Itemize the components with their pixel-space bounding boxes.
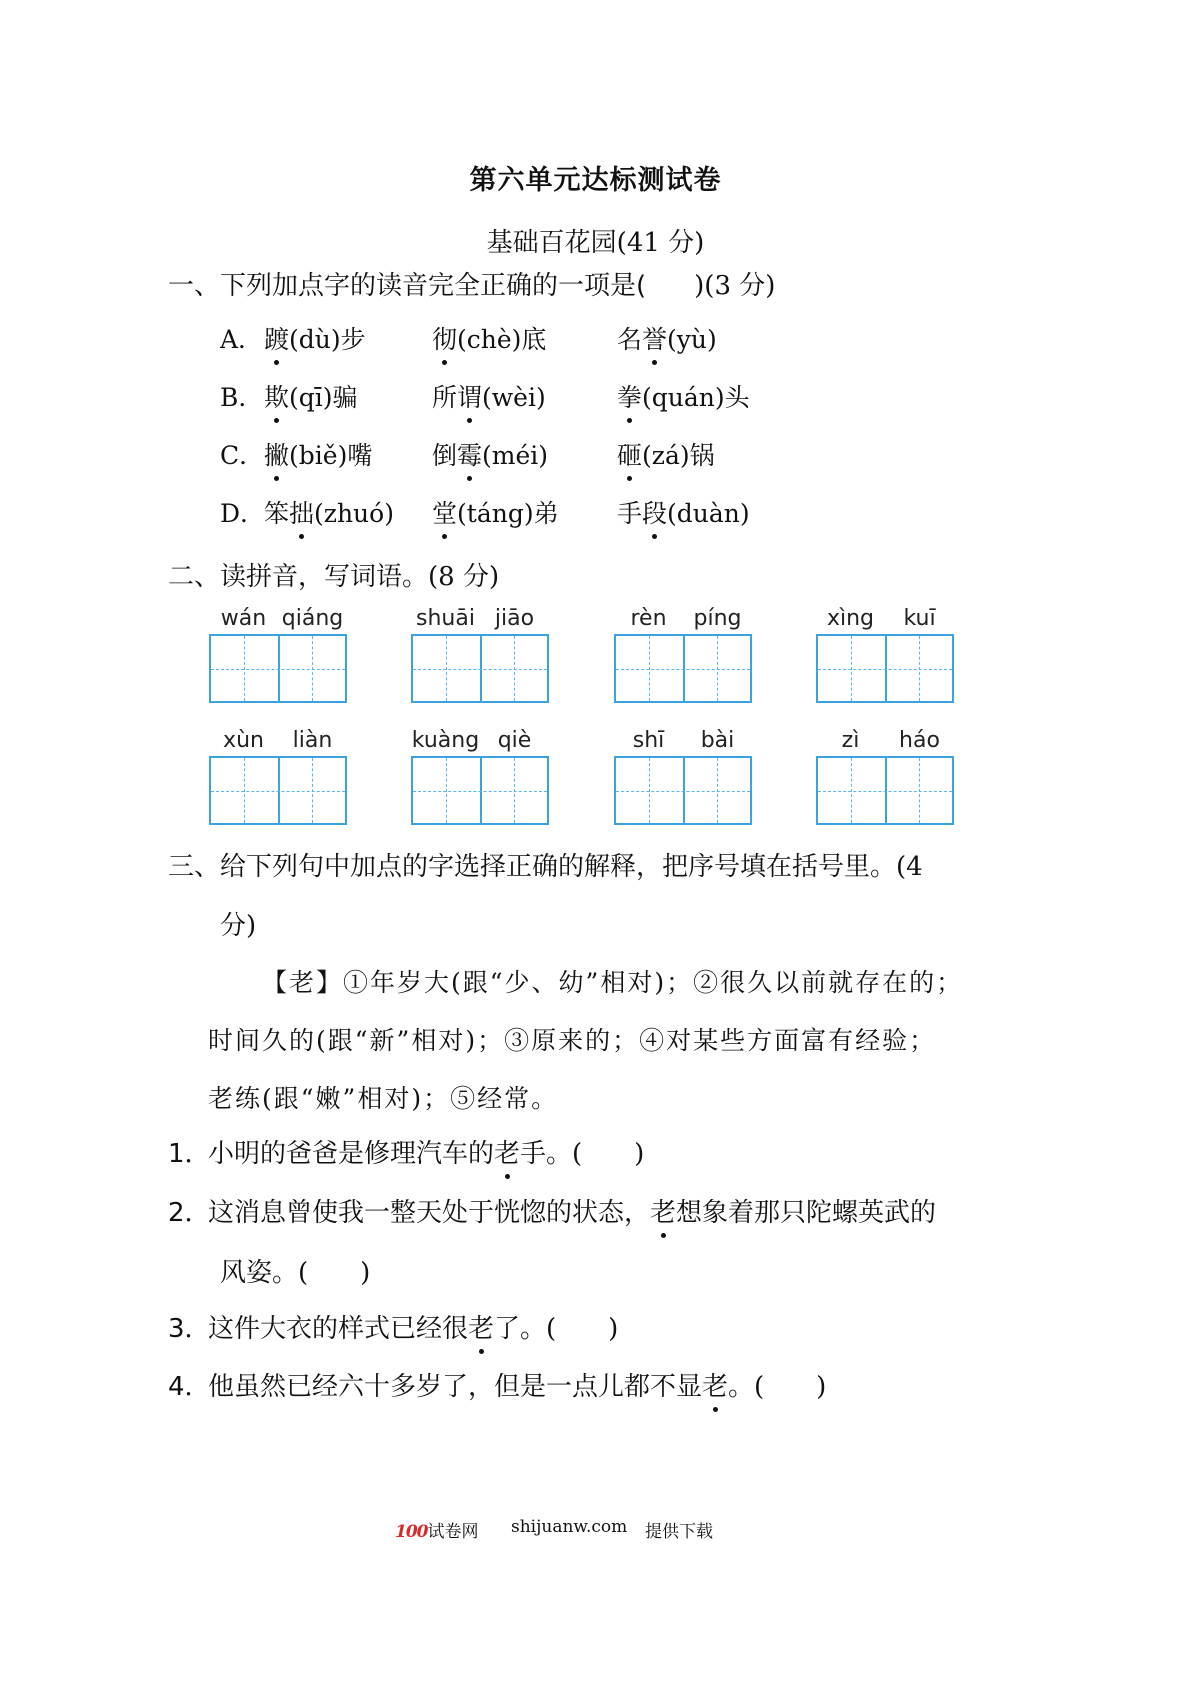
question-1-score: )(3 分) [694,271,776,301]
pinyin-and-suffix: (qī)骗 [289,383,358,412]
pinyin-syllable-2: píng [693,606,742,631]
grid-guide-horizontal [211,791,345,792]
grid-guide-horizontal [413,669,547,670]
pinyin-and-suffix: (yù) [667,325,717,354]
writing-grid-box[interactable] [209,634,347,703]
definition-line-2: 时间久的(跟“新”相对)；③原来的；④对某些方面富有经验； [208,1026,937,1055]
dotted-character: 撇 [264,436,289,472]
grid-guide-horizontal [616,791,750,792]
page-title: 第六单元达标测试卷 [469,165,722,196]
option-word [264,436,372,472]
pinyin-syllable-1: wán [220,606,267,631]
sentence-continuation[interactable]: 风姿。( ) [220,1258,371,1288]
word-prefix: 倒 [432,441,458,470]
pinyin-and-suffix: (dù)步 [289,325,366,354]
footer-url[interactable]: shijuanw.com [511,1517,628,1537]
writing-grid-box[interactable] [614,634,752,703]
pinyin-and-suffix: (wèi) [482,383,546,412]
definition-line-1: 【老】①年岁大(跟“少、幼”相对)；②很久以前就存在的； [262,968,964,997]
option-word [617,494,750,530]
writing-grid-box[interactable] [411,634,549,703]
sentence-item [208,1308,618,1345]
sentence-item [208,1192,936,1229]
dotted-character: 彻 [432,320,457,356]
pinyin-and-suffix: (méi) [482,441,549,470]
pinyin-syllable-1: xùn [223,728,264,753]
pinyin-and-suffix: (duàn) [667,499,750,528]
footer-note: 提供下载 [645,1522,713,1542]
pinyin-syllable-1: zì [841,728,860,753]
dotted-character: 欺 [264,378,289,414]
option-word [432,320,546,356]
dotted-character: 砸 [617,436,642,472]
item-number: 3． [168,1314,211,1344]
option-word [617,436,715,472]
footer-site-name: 试卷网 [427,1522,479,1542]
pinyin-syllable-1: kuàng [411,728,480,753]
dotted-character: 拙 [289,494,314,530]
logo-100: 100 [395,1522,428,1542]
pinyin-and-suffix: (quán)头 [642,383,750,412]
pinyin-syllable-2: qiè [497,728,532,753]
word-prefix: 手 [617,499,643,528]
pinyin-syllable-2: bài [700,728,735,753]
grid-guide-horizontal [818,791,952,792]
grid-guide-horizontal [616,669,750,670]
question-3-stem-cont [220,905,256,942]
item-number: 2． [168,1198,211,1228]
sentence-item [208,1366,826,1403]
word-prefix: 笨 [264,499,290,528]
dotted-character: 老 [468,1308,494,1345]
question-1-text: 一、下列加点字的读音完全正确的一项是( [168,271,647,301]
option-word [432,494,559,530]
option-word [264,320,366,356]
question-1-stem [168,265,775,302]
option-word [432,378,546,414]
option-word [264,494,394,530]
writing-grid-box[interactable] [816,634,954,703]
pinyin-and-suffix: (biě)嘴 [289,441,373,470]
pinyin-syllable-1: rèn [630,606,667,631]
pinyin-syllable-2: liàn [292,728,333,753]
question-3-score: 分) [220,911,257,941]
definition-line-3: 老练(跟“嫩”相对)；⑤经常。 [208,1084,559,1113]
dotted-character: 踱 [264,320,289,356]
option-word [432,436,548,472]
grid-guide-horizontal [413,791,547,792]
pinyin-and-suffix: (zhuó) [314,499,394,528]
word-prefix: 所 [432,383,458,412]
dotted-character: 霉 [457,436,482,472]
option-word [617,378,750,414]
pinyin-syllable-1: xìng [826,606,875,631]
question-2-stem [168,556,499,593]
dotted-character: 老 [702,1366,728,1403]
footer-logo [395,1517,479,1542]
sentence-item [208,1133,644,1170]
option-word [617,320,717,356]
section-subtitle: 基础百花园(41 分) [486,228,705,258]
pinyin-syllable-2: qiáng [281,606,344,631]
pinyin-and-suffix: (zá)锅 [642,441,715,470]
pinyin-syllable-2: kuī [903,606,936,631]
pinyin-and-suffix: (chè)底 [457,325,547,354]
sentence-suffix[interactable]: 想象着那只陀螺英武的 [676,1198,937,1228]
writing-grid-box[interactable] [209,756,347,825]
sentence-prefix: 他虽然已经六十多岁了，但是一点儿都不显 [208,1372,703,1402]
writing-grid-box[interactable] [411,756,549,825]
dotted-character: 拳 [617,378,642,414]
dotted-character: 堂 [432,494,457,530]
option-label[interactable]: D． [220,499,266,528]
option-label[interactable]: C． [220,441,265,470]
option-label[interactable]: A． [220,325,264,354]
item-number: 4． [168,1372,211,1402]
pinyin-and-suffix: (táng)弟 [457,499,559,528]
question-2-text: 二、读拼音，写词语。(8 分) [168,562,500,592]
sentence-suffix[interactable]: 。( ) [728,1372,827,1402]
writing-grid-box[interactable] [816,756,954,825]
option-word [264,378,358,414]
option-label[interactable]: B． [220,383,264,412]
pinyin-syllable-1: shī [632,728,665,753]
sentence-suffix[interactable]: 手。( ) [520,1139,645,1169]
sentence-suffix[interactable]: 了。( ) [494,1314,619,1344]
dotted-character: 誉 [642,320,667,356]
sentence-prefix: 这消息曾使我一整天处于恍惚的状态， [208,1198,651,1228]
dotted-character: 谓 [457,378,482,414]
dotted-character: 段 [642,494,667,530]
dotted-character: 老 [494,1133,520,1170]
pinyin-syllable-2: jiāo [494,606,535,631]
pinyin-syllable-1: shuāi [416,606,475,631]
writing-grid-box[interactable] [614,756,752,825]
grid-guide-horizontal [211,669,345,670]
dotted-character: 老 [650,1192,676,1229]
pinyin-syllable-2: háo [899,728,940,753]
question-3-text: 三、给下列句中加点的字选择正确的解释，把序号填在括号里。(4 [168,852,923,882]
grid-guide-horizontal [818,669,952,670]
sentence-prefix: 这件大衣的样式已经很 [208,1314,469,1344]
word-prefix: 名 [617,325,643,354]
question-3-stem [168,846,923,883]
item-number: 1． [168,1139,211,1169]
sentence-prefix: 小明的爸爸是修理汽车的 [208,1139,495,1169]
